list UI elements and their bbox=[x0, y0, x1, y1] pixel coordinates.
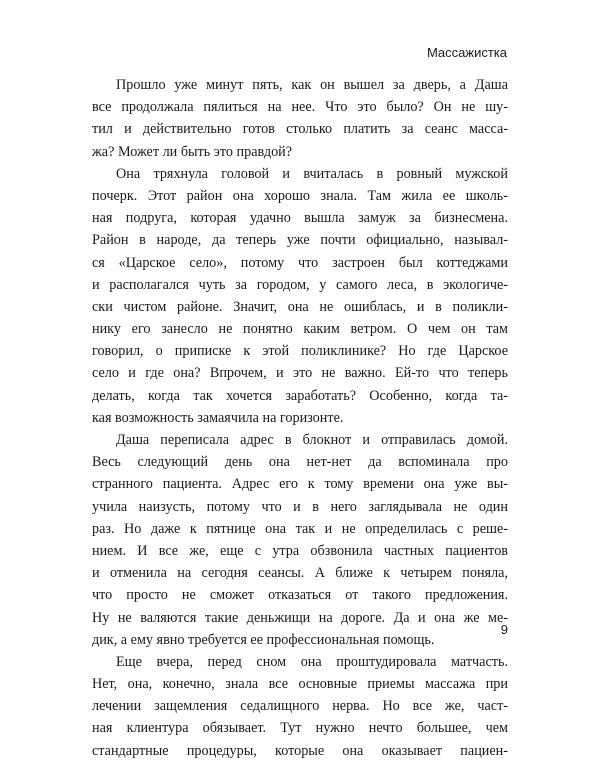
text-line: ная подруга, которая удачно вышла замуж за бизнесмена. bbox=[92, 210, 508, 227]
text-line: нику его занесло не понятно каким ветром. О чем он там bbox=[92, 321, 508, 338]
text-line: село и где она? Впрочем, и это не важно. Ей-то что теперь bbox=[92, 365, 508, 382]
text-line: стандартные процедуры, которые она оказывает пациен- bbox=[92, 742, 508, 759]
text-line: что просто не сможет отказаться от такого предложения. bbox=[92, 587, 508, 604]
text-line: Даша переписала адрес в блокнот и отправилась домой. bbox=[116, 432, 508, 448]
text-line: ная клиентура обязывает. Тут нужно нечто большее, чем bbox=[92, 720, 508, 737]
text-line: Прошло уже минут пять, как он вышел за дверь, а Даша bbox=[116, 77, 508, 93]
running-title: Массажистка bbox=[426, 45, 507, 60]
text-line: дик, а ему явно требуется ее профессиональная помощь. bbox=[92, 631, 435, 648]
page-number: 9 bbox=[500, 622, 508, 637]
text-line: нием. И все же, еще с утра обзвонила частных пациентов bbox=[92, 542, 508, 559]
text-line: ся «Царское село», потому что застроен был коттеджами bbox=[92, 254, 508, 271]
text-line: все продолжала пялиться на нее. Что это было? Он не шу- bbox=[92, 99, 508, 116]
text-line: и отменила на сегодня сеансы. А ближе к четырем поняла, bbox=[92, 565, 508, 582]
text-line: Она тряхнула головой и вчиталась в ровный мужской bbox=[116, 165, 508, 182]
text-line: кая возможность замаячила на горизонте. bbox=[92, 409, 344, 426]
text-line: Ну не валяются такие деньжищи на дороге. Да и она же ме- bbox=[92, 609, 508, 626]
text-line: Весь следующий день она нет-нет да вспоминала про bbox=[92, 454, 508, 471]
body-text bbox=[92, 74, 508, 762]
text-line: Нет, она, конечно, знала все основные приемы массажа при bbox=[92, 676, 508, 693]
text-line: лечении защемления седалищного нерва. Но все же, част- bbox=[92, 698, 508, 715]
text-line: почерк. Этот район она хорошо знала. Там жила ее школь- bbox=[92, 187, 508, 204]
text-line: странного пациента. Адрес его к тому времени она уже вы- bbox=[92, 476, 508, 493]
text-line: ски чистом районе. Значит, она не ошиблась, и в поликли- bbox=[92, 298, 508, 315]
text-line: раз. Но даже к пятнице она так и не определилась с реше- bbox=[92, 520, 508, 537]
text-line: Еще вчера, перед сном она проштудировала матчасть. bbox=[116, 653, 508, 670]
text-line: делать, когда так хочется заработать? Особенно, когда та- bbox=[92, 387, 508, 404]
text-line: говорил, о приписке к этой поликлинике? Но где Царское bbox=[92, 343, 508, 360]
text-line: тил и действительно готов столько платить за сеанс масса- bbox=[92, 121, 508, 138]
text-line: Район в народе, да теперь уже почти официально, называл- bbox=[92, 232, 508, 249]
text-line: жа? Может ли быть это правдой? bbox=[92, 143, 293, 160]
text-line: учила наизусть, потому что и в него заглядывала не один bbox=[92, 498, 508, 515]
text-line: и располагался чуть за городом, у самого леса, в экологиче- bbox=[92, 276, 508, 293]
